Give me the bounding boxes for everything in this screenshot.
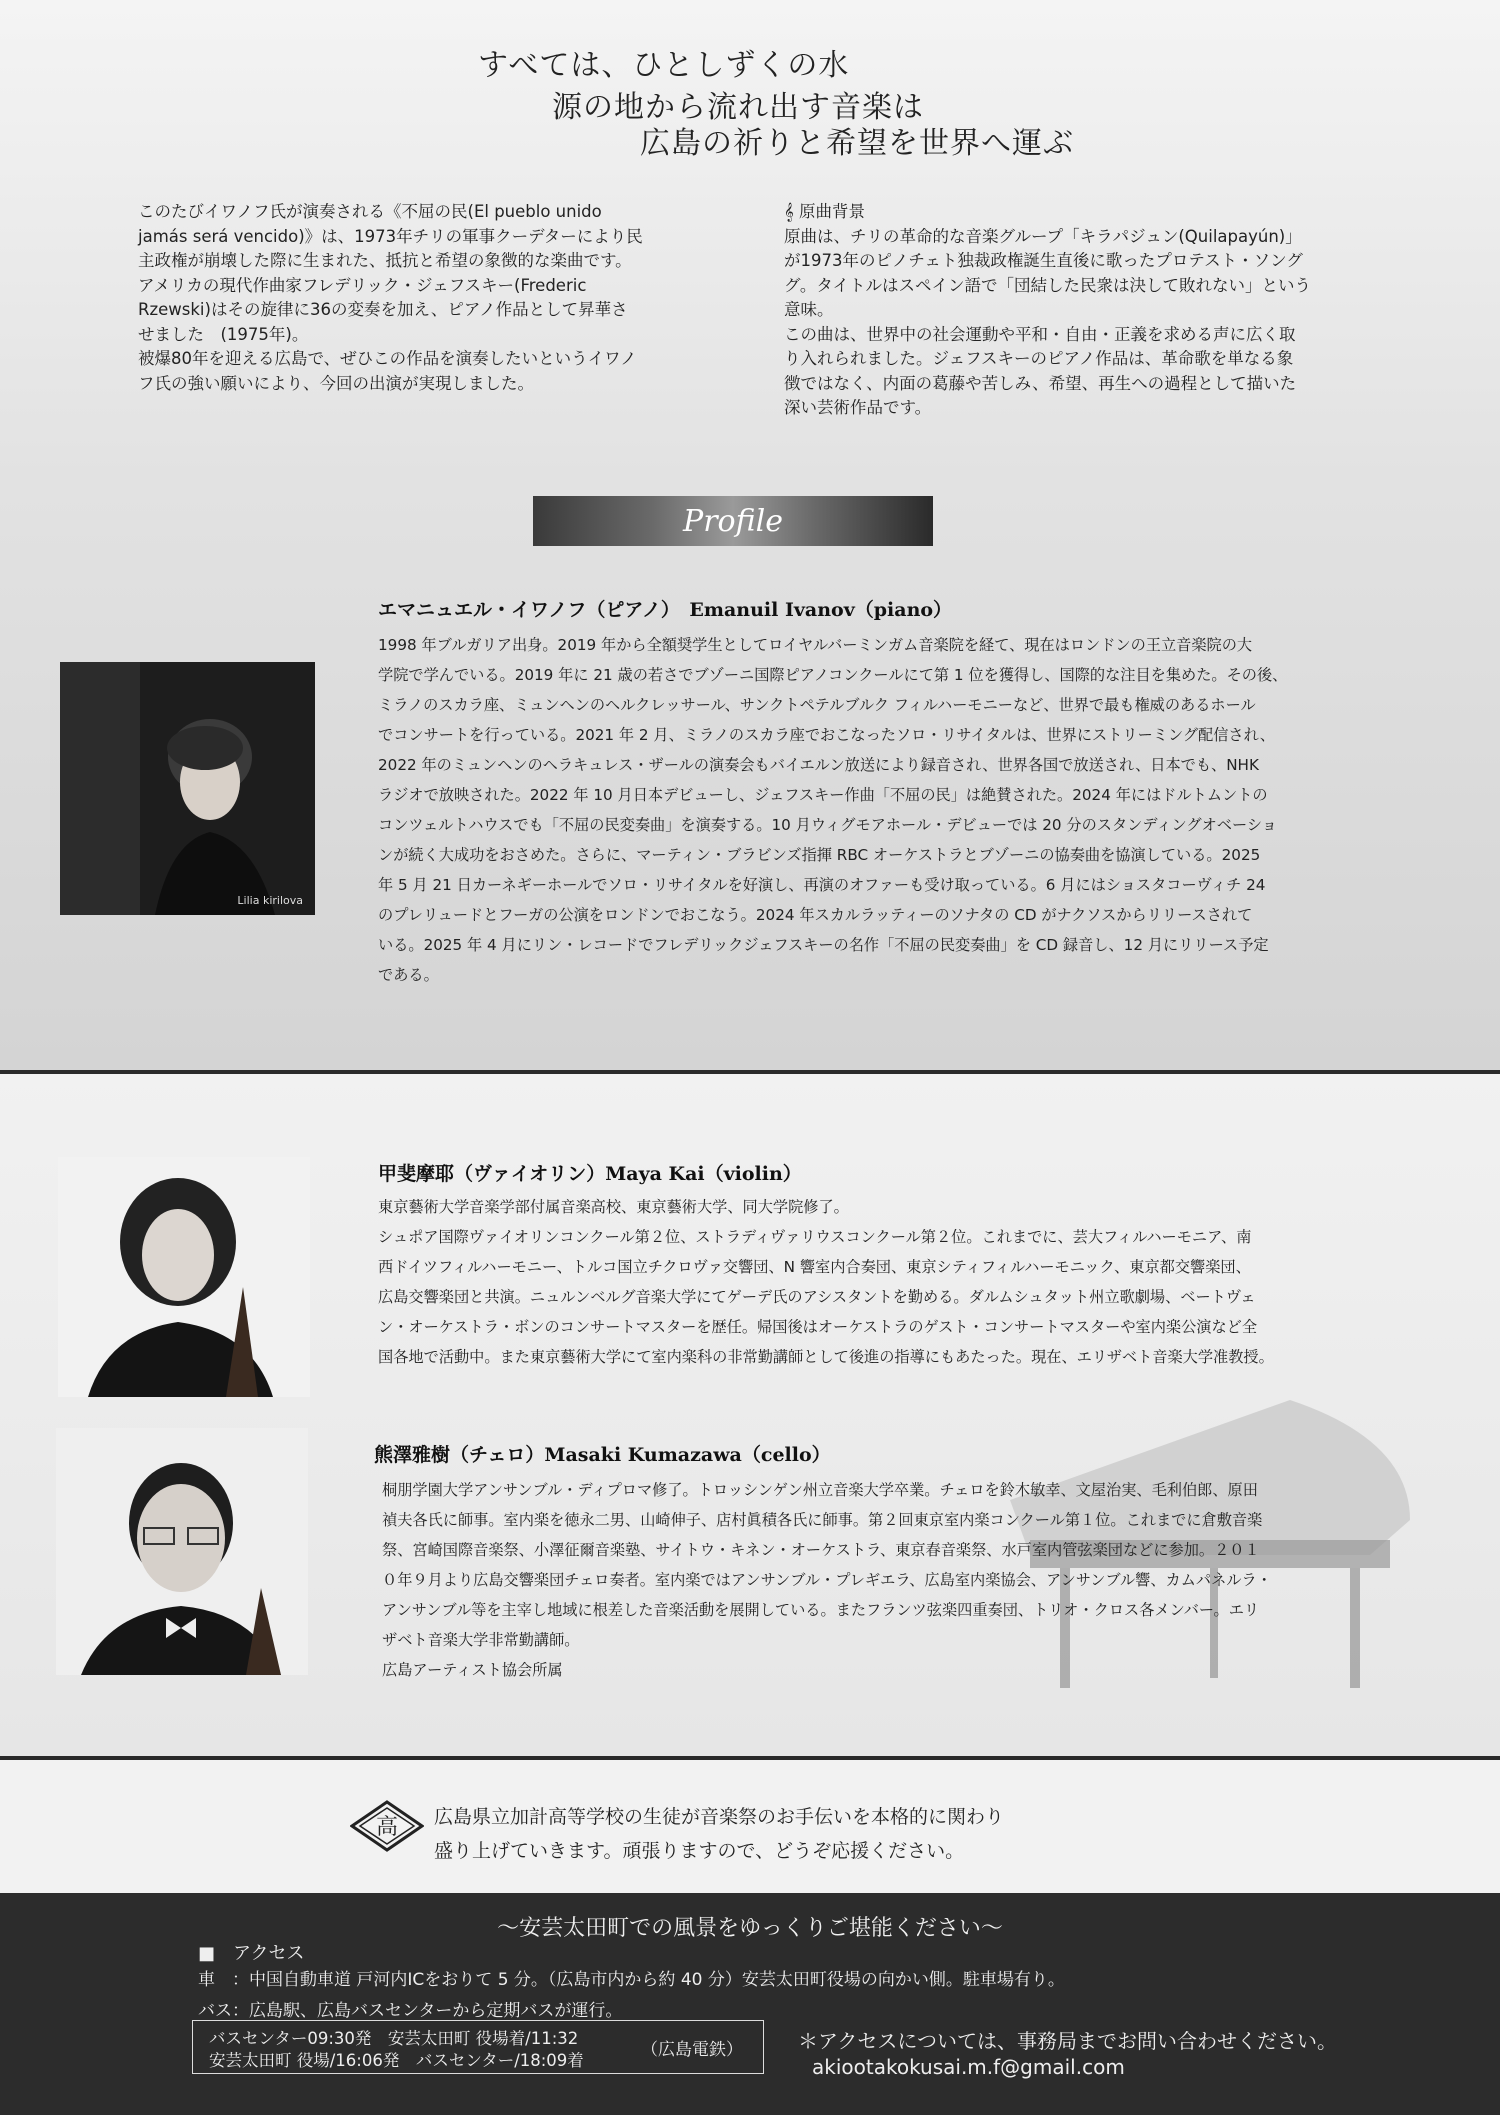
intro-left-line: このたびイワノフ氏が演奏される《不屈の民(El pueblo unido [138,202,602,221]
intro-left-line: Rzewski)はその旋律に36の変奏を加え、ピアノ作品として昇華さ [138,300,628,319]
access-bus: バス：広島駅、広島バスセンターから定期バスが運行。 [198,2001,623,2021]
bio-line: 年 5 月 21 日カーネギーホールでソロ・リサイタルを好演し、再演のオファーも受け取っている。6 月にはショスタコーヴィチ 24 [378,876,1266,894]
school-emblem-icon [350,1800,424,1852]
intro-right-line: 意味。 [784,300,834,319]
intro-left-line: jamás será vencido)》は、1973年チリの軍事クーデターにより民 [138,226,643,246]
photo-kai [58,1157,310,1397]
intro-right-line: 徴ではなく、内面の葛藤や苦しみ、希望、再生への過程として描いた [784,373,1297,393]
performer-name-kai: 甲斐摩耶（ヴァイオリン）Maya Kai（violin） [378,1163,802,1185]
bio-line: ０年９月より広島交響楽団チェロ奏者。室内楽ではアンサンブル・プレギエラ、広島室内楽協会、アンサンブル響、カムパネルラ・ [382,1571,1272,1589]
bio-line: コンツェルトハウスでも「不屈の民変奏曲」を演奏する。10 月ウィグモアホール・デビューでは 20 分のスタンディングオベーショ [378,816,1277,834]
intro-right-heading: 原曲背景 [799,202,865,221]
photo-ivanov [60,662,315,915]
bio-kumazawa [382,1475,1430,1685]
photo-credit: Lilia kirilova [237,894,303,907]
bio-line: のプレリュードとフーガの公演をロンドンでおこなう。2024 年スカルラッティーのソナタの CD がナクソスからリリースされて [378,906,1253,924]
portrait-kai-image [58,1157,310,1397]
intro-left [138,200,738,396]
bio-line: 広島交響楽団と共演。ニュルンベルグ音楽大学にてゲーデ氏のアシスタントを勤める。ダルムシュタット州立歌劇場、ベートヴェ [378,1288,1256,1306]
bio-line: 西ドイツフィルハーモニー、トルコ国立チクロヴァ交響団、N 響室内合奏団、東京シティフィルハーモニック、東京都交響楽団、 [378,1258,1251,1276]
bio-line: ラジオで放映された。2022 年 10 月日本デビューし、ジェフスキー作曲「不屈の民」は絶賛された。2024 年にはドルトムントの [378,786,1268,804]
bio-line: ン・オーケストラ・ボンのコンサートマスターを歴任。帰国後はオーケストラのゲスト・コンサートマスターや室内楽公演など全 [378,1318,1258,1336]
contact-email-link[interactable]: akiootakokusai.m.f@gmail.com [812,2055,1125,2079]
school-line-2: 盛り上げていきます。頑張りますので、どうぞ応援ください。 [434,1840,965,1862]
bio-line: 祭、宮崎国際音楽祭、小澤征爾音楽塾、サイトウ・キネン・オーケストラ、東京春音楽祭、水戸室内管弦楽団などに参加。２０１ [382,1541,1260,1559]
bio-line: 学院で学んでいる。2019 年に 21 歳の若さでブゾーニ国際ピアノコンクールにて第 1 位を獲得し、国際的な注目を集めた。その後、 [378,666,1288,684]
bio-line: いる。2025 年 4 月にリン・レコードでフレデリックジェフスキーの名作「不屈の民変奏曲」を CD 録音し、12 月にリリース予定 [378,936,1269,954]
access-contact-note: ＊アクセスについては、事務局までお問い合わせください。 [798,2029,1337,2053]
section-divider [0,1070,1500,1074]
bio-line: ザベト音楽大学非常勤講師。 [382,1631,580,1649]
slogan-line-1: すべては、ひとしずくの水 [478,48,850,83]
intro-left-line: フ氏の強い願いにより、今回の出演が実現しました。 [138,373,534,393]
photo-kumazawa [56,1428,308,1675]
music-clef-icon: 𝄞 [784,202,799,221]
bus-company: （広島電鉄） [641,2040,743,2060]
bus-line-1: バスセンター09:30発 安芸太田町 役場着/11:32 [209,2029,579,2048]
portrait-kumazawa-image [56,1428,308,1675]
bio-line: 国各地で活動中。また東京藝術大学にて室内楽科の非常勤講師として後進の指導にもあたった。現在、エリザベト音楽大学准教授。 [378,1348,1274,1366]
svg-text:高: 高 [375,1815,399,1840]
bio-line: シュポア国際ヴァイオリンコンクール第２位、ストラディヴァリウスコンクール第２位。これまでに、芸大フィルハーモニア、南 [378,1228,1252,1246]
slogan-line-3: 広島の祈りと希望を世界へ運ぶ [640,126,1074,161]
intro-left-line: 被爆80年を迎える広島で、ぜひこの作品を演奏したいというイワノ [138,349,637,368]
footer-tagline: ～安芸太田町での風景をゆっくりご堪能ください～ [497,1916,1003,1941]
bus-timetable-box [192,2020,764,2074]
bio-kai [378,1192,1426,1372]
intro-right-line: り入れられました。ジェフスキーのピアノ作品は、革命歌を単なる象 [784,349,1294,368]
bio-line: アンサンブル等を主宰し地域に根差した音楽活動を展開している。またフランツ弦楽四重奏団、トリオ・クロス各メンバー。エリ [382,1601,1260,1619]
bio-line: ンが続く大成功をおさめた。さらに、マーティン・ブラビンズ指揮 RBC オーケストラとブゾーニの協奏曲を協演している。2025 [378,846,1261,864]
bio-line: 1998 年ブルガリア出身。2019 年から全額奨学生としてロイヤルバーミンガム音楽院を経て、現在はロンドンの王立音楽院の大 [378,636,1253,654]
intro-right-line: グ。タイトルはスペイン語で「団結した民衆は決して敗れない」という [784,275,1312,295]
intro-left-line: 主政権が崩壊した際に生まれた、抵抗と希望の象徴的な楽曲です。 [138,251,632,270]
intro-right-line: 原曲は、チリの革命的な音楽グループ「キラパジュン(Quilapayún)」 [784,226,1302,246]
bio-line: ミラノのスカラ座、ミュンヘンのヘルクレッサール、サンクトペテルブルク フィルハーモニーなど、世界で最も権威のあるホール [378,696,1256,714]
access-heading: ■ アクセス [198,1943,305,1964]
access-car: 車 ：中国自動車道 戸河内ICをおりて 5 分。（広島市内から約 40 分）安芸太田町役場の向かい側。駐車場有り。 [198,1970,1065,1990]
bio-ivanov [378,630,1426,990]
portrait-ivanov-image [60,662,315,915]
intro-right-line: が1973年のピノチェト独裁政権誕生直後に歌ったプロテスト・ソング [784,251,1303,270]
bio-line: 2022 年のミュンヘンのヘラキュレス・ザールの演奏会もバイエルン放送により録音され、世界各国で放送され、日本でも、NHK [378,756,1259,774]
intro-right-line: 深い芸術作品です。 [784,398,932,417]
profile-banner-label: Profile [683,503,783,539]
bio-line: 桐朋学園大学アンサンブル・ディプロマ修了。トロッシンゲン州立音楽大学卒業。チェロを鈴木敏幸、文屋治実、毛利伯郎、原田 [382,1481,1258,1499]
bio-line: 東京藝術大学音楽学部付属音楽高校、東京藝術大学、同大学院修了。 [378,1198,849,1216]
school-line-1: 広島県立加計高等学校の生徒が音楽祭のお手伝いを本格的に関わり [434,1806,1005,1828]
intro-right-line: この曲は、世界中の社会運動や平和・自由・正義を求める声に広く取 [784,324,1296,344]
bio-line: 禎夫各氏に師事。室内楽を徳永二男、山崎伸子、店村眞積各氏に師事。第２回東京室内楽コンクール第１位。これまでに倉敷音楽 [382,1511,1263,1529]
bus-line-2: 安芸太田町 役場/16:06発 バスセンター/18:09着 [209,2051,584,2070]
performer-name-kumazawa: 熊澤雅樹（チェロ）Masaki Kumazawa（cello） [374,1444,831,1466]
intro-left-line: せました (1975年)。 [138,324,309,344]
bio-line: である。 [378,966,439,984]
intro-right [784,200,1384,421]
profile-banner [533,496,933,546]
slogan-line-2: 源の地から流れ出す音楽は [552,90,924,125]
intro-left-line: アメリカの現代作曲家フレデリック・ジェフスキー(Frederic [138,275,587,295]
performer-name-ivanov: エマニュエル・イワノフ（ピアノ） Emanuil Ivanov（piano） [378,599,953,621]
bio-line: 広島アーティスト協会所属 [382,1661,563,1679]
bio-line: でコンサートを行っている。2021 年 2 月、ミラノのスカラ座でおこなったソロ・リサイタルは、世界にストリーミング配信され、 [378,726,1275,744]
